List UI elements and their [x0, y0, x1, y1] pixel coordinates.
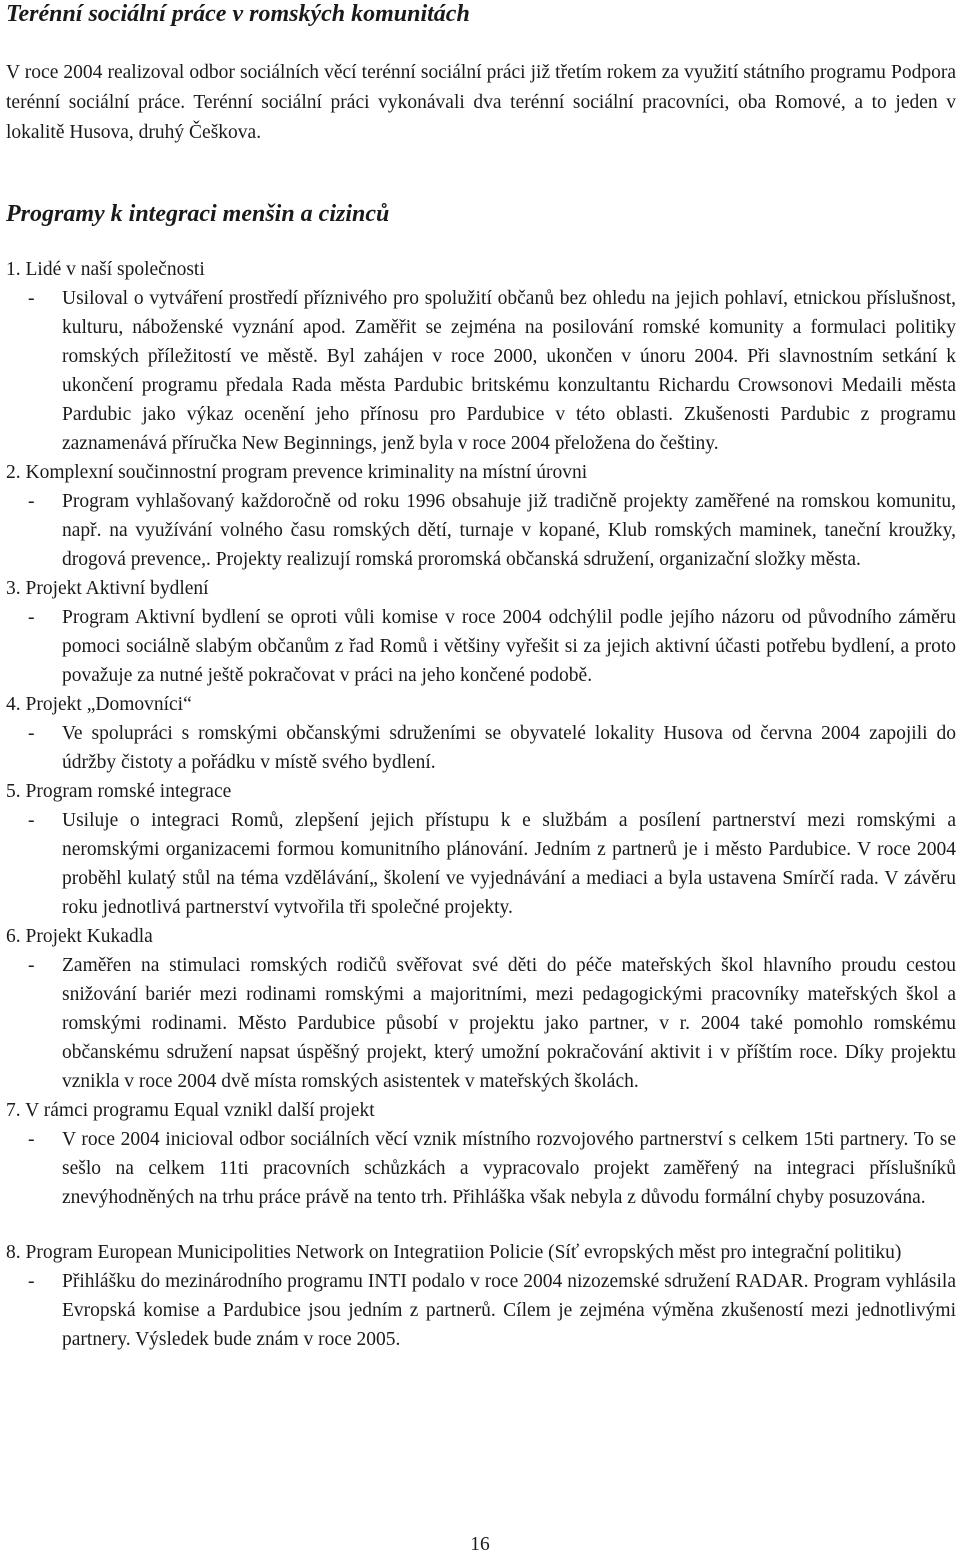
program-item-text: Usiloval o vytváření prostředí příznivého pro spolužití občanů bez ohledu na jejich pohlaví, etnickou příslušnost, kulturu, náboženské vyznání apod. Zaměřit se zejména na posilování romské komunity a formulaci politiky romských příležitostí ve městě. Byl zahájen v roce 2000, ukončen v únoru 2004. Při slavnostním setkání k ukončení programu předala Rada města Pardubic britskému konzultantu Richardu Crowsonovi Medaili města Pardubic jako výkaz ocenění jeho přínosu pro Pardubice v této oblasti. Zkušenosti Pardubic z programu zaznamenává příručka New Beginnings, jenž byla v roce 2004 přeložena do češtiny.: [62, 288, 956, 454]
program-item-text: Program Aktivní bydlení se oproti vůli komise v roce 2004 odchýlil podle jejího názoru od původního záměru pomoci sociálně slabým občanům z řad Romů i většiny vyřešit si za jejich aktivní účasti potřebu bydlení, a proto považuje za nutné ještě pokračovat v práci na jeho končené podobě.: [62, 607, 956, 686]
program-item: [6, 1238, 956, 1354]
program-item-body: [6, 951, 956, 1096]
list-dash: -: [28, 1129, 35, 1150]
program-item-body: [6, 719, 956, 777]
program-item: [6, 922, 956, 1096]
list-dash: -: [28, 288, 35, 309]
program-item: [6, 690, 956, 777]
program-item: [6, 458, 956, 574]
program-item: [6, 255, 956, 458]
list-dash: -: [28, 1271, 35, 1292]
program-item-text: Ve spolupráci s romskými občanskými sdruženími se obyvatelé lokality Husova od června 2004 zapojili do údržby čistoty a pořádku v místě svého bydlení.: [62, 723, 956, 773]
program-item-text: Usiluje o integraci Romů, zlepšení jejich přístupu k e službám a posílení partnerství mezi romskými a neromskými organizacemi formou komunitního plánování. Jedním z partnerů je i město Pardubice. V roce 2004 proběhl kulatý stůl na téma vzdělávání„ školení ve vyjednávání a mediaci a byla ustavena Smírčí rada. V závěru roku jednotlivá partnerství vytvořila tři společné projekty.: [62, 810, 956, 918]
program-item-body: [6, 487, 956, 574]
program-item-text: Přihlášku do mezinárodního programu INTI podalo v roce 2004 nizozemské sdružení RADAR. Program vyhlásila Evropská komise a Pardubice jsou jedním z partnerů. Cílem je zejména výměna zkušeností mezi jednotlivými partnery. Výsledek bude znám v roce 2005.: [62, 1271, 956, 1350]
list-dash: -: [28, 723, 35, 744]
program-item-text: Zaměřen na stimulaci romských rodičů svěřovat své děti do péče mateřských škol hlavního proudu cestou snižování bariér mezi rodinami romskými a majoritními, mezi pedagogickými pracovníky mateřských škol a romskými rodinami. Město Pardubice působí v projektu jako partner, v r. 2004 také pomohlo romskému občanskému sdružení napsat úspěšný projekt, který umožní pokračování aktivit i v příštím roce. Díky projektu vznikla v roce 2004 dvě místa romských asistentek v mateřských školách.: [62, 955, 956, 1092]
program-item-text: Program vyhlašovaný každoročně od roku 1996 obsahuje již tradičně projekty zaměřené na romskou komunitu, např. na využívání volného času romských dětí, turnaje v kopané, Klub romských maminek, taneční kroužky, drogová prevence,. Projekty realizují romská proromská občanská sdružení, organizační složky města.: [62, 491, 956, 570]
spacer: [6, 1212, 956, 1238]
program-item: [6, 777, 956, 922]
program-item-title: 3. Projekt Aktivní bydlení: [6, 578, 209, 599]
program-item-title: 7. V rámci programu Equal vznikl další projekt: [6, 1100, 375, 1121]
program-item: [6, 574, 956, 690]
list-dash: -: [28, 955, 35, 976]
section-title: Terénní sociální práce v romských komunitách: [6, 1, 470, 27]
program-item-title: 1. Lidé v naší společnosti: [6, 259, 205, 280]
list-dash: -: [28, 491, 35, 512]
list-dash: -: [28, 810, 35, 831]
list-dash: -: [28, 607, 35, 628]
program-item-body: [6, 1125, 956, 1212]
program-item-title: 8. Program European Municipolities Network on Integratiion Policie (Síť evropských měst pro integrační politiku): [6, 1242, 902, 1263]
intro-paragraph: V roce 2004 realizoval odbor sociálních věcí terénní sociální práci již třetím rokem za využití státního programu Podpora terénní sociální práce. Terénní sociální práci vykonávali dva terénní sociální pracovníci, oba Romové, a to jeden v lokalitě Husova, druhý Češkova.: [6, 62, 956, 143]
page-number: 16: [470, 1534, 490, 1555]
program-item-title: 4. Projekt „Domovníci“: [6, 694, 192, 715]
program-item-title: 2. Komplexní součinnostní program prevence kriminality na místní úrovni: [6, 462, 588, 483]
programs-title: Programy k integraci menšin a cizinců: [6, 201, 390, 227]
program-list: [6, 255, 956, 1354]
program-item-body: [6, 284, 956, 458]
program-item-body: [6, 1267, 956, 1354]
program-item-title: 5. Program romské integrace: [6, 781, 232, 802]
program-item: [6, 1096, 956, 1212]
program-item-body: [6, 603, 956, 690]
program-item-body: [6, 806, 956, 922]
program-item-title: 6. Projekt Kukadla: [6, 926, 153, 947]
program-item-text: V roce 2004 inicioval odbor sociálních věcí vznik místního rozvojového partnerství s celkem 15ti partnery. To se sešlo na celkem 11ti pracovních schůzkách a vypracovalo projekt zaměřený na integraci příslušníků znevýhodněných na trhu práce právě na tento trh. Přihláška však nebyla z důvodu formální chyby posuzována.: [62, 1129, 956, 1208]
